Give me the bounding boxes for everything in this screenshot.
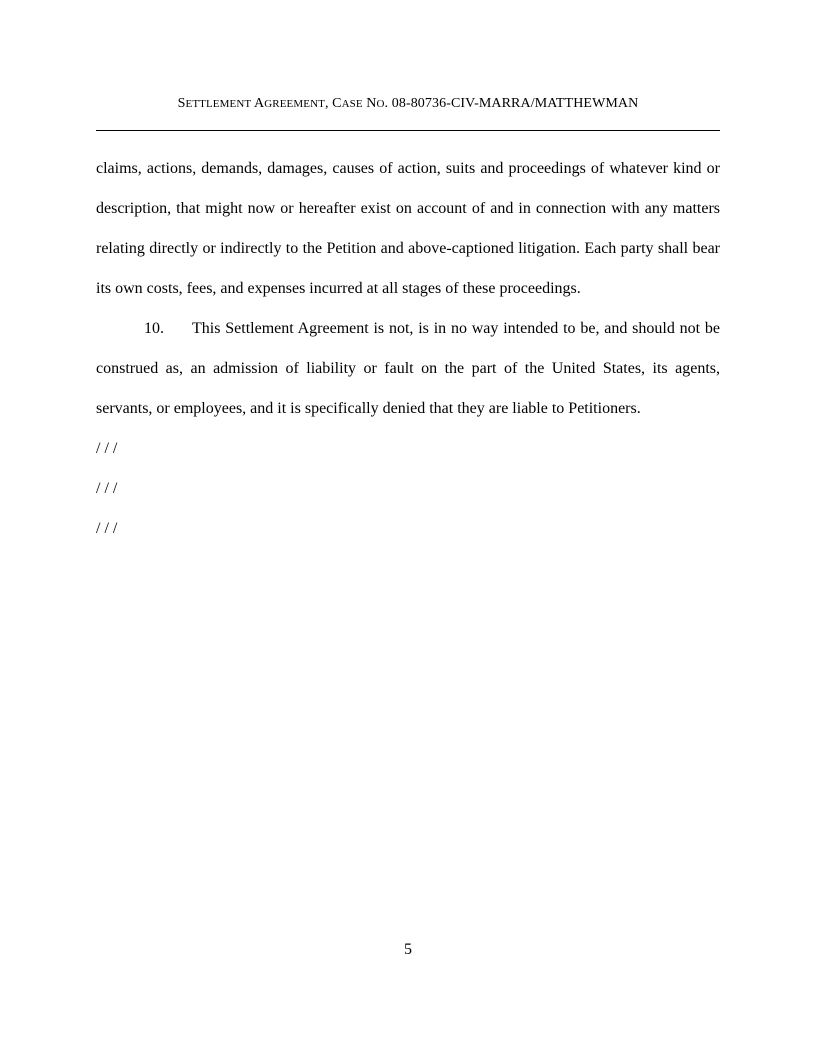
header-a: A bbox=[251, 96, 265, 111]
header-case-number: . 08-80736-CIV-MARRA/MATTHEWMAN bbox=[384, 96, 639, 111]
header-n: N bbox=[362, 96, 377, 111]
running-header bbox=[96, 94, 720, 114]
header-c: C bbox=[332, 96, 342, 111]
header-ase: ASE bbox=[341, 98, 363, 110]
header-rule bbox=[96, 130, 720, 131]
page-number: 5 bbox=[404, 941, 412, 958]
header-s: S bbox=[177, 96, 186, 111]
header-ettlement: ETTLEMENT bbox=[185, 98, 252, 110]
header-comma: , bbox=[324, 96, 333, 111]
slash-line-1: / / / bbox=[96, 440, 118, 457]
body-text bbox=[96, 149, 720, 549]
header-o: O bbox=[376, 98, 385, 110]
header-greement: GREEMENT bbox=[264, 98, 325, 110]
slash-line-2: / / / bbox=[96, 480, 118, 497]
continuation-paragraph: claims, actions, demands, damages, causes of action, suits and proceedings of whatever kind or description, that might now or hereafter exist on account of and in connection with any matters relating directly or indirectly to the Petition and above-captioned litigation. Each party shall bear its own costs, fees, and expenses incurred at all stages of these proceedings. bbox=[96, 160, 720, 297]
paragraph-10-text: This Settlement Agreement is not, is in no way intended to be, and should not be construed as, an admission of liability or fault on the part of the United States, its agents, servants, or employees, and it is specifically denied that they are liable to Petitioners. bbox=[96, 320, 720, 417]
slash-line-3: / / / bbox=[96, 520, 118, 537]
paragraph-10-number: 10. bbox=[144, 320, 164, 337]
paragraph-10 bbox=[96, 309, 720, 429]
